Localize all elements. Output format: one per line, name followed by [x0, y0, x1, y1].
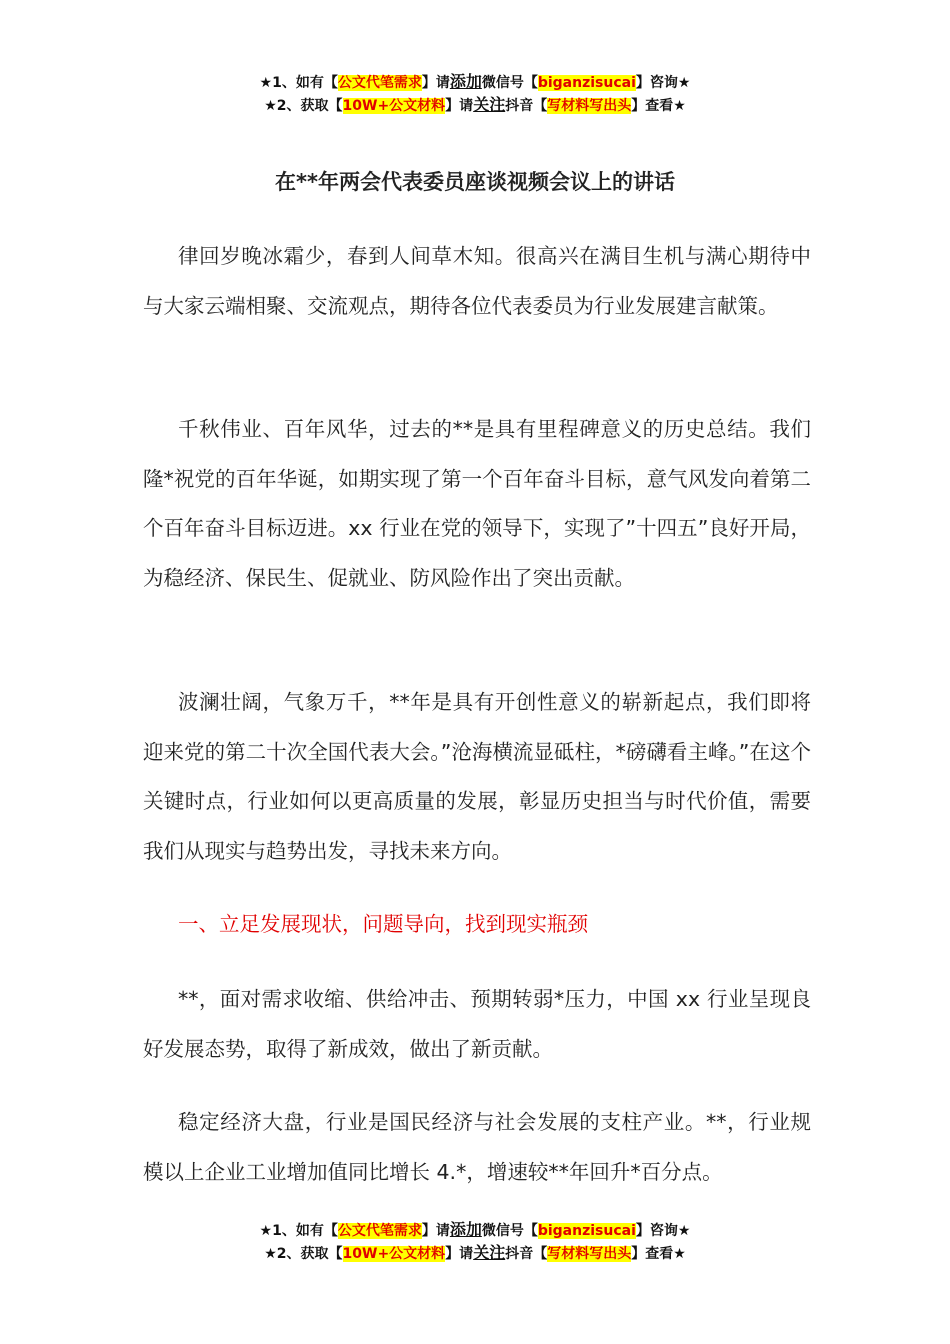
banner-text: ★1、如有【	[259, 1223, 338, 1239]
banner-text: 微信号【	[481, 75, 538, 91]
banner-text: 】咨询★	[635, 1223, 691, 1239]
banner-highlight: 写材料写出头	[547, 98, 632, 114]
banner-line-1	[0, 1218, 950, 1241]
banner-text: 】请	[445, 98, 474, 114]
banner-highlight: 公文代笔需求	[337, 1223, 422, 1239]
banner-emphasis: 关注	[473, 1243, 506, 1262]
banner-text: 微信号【	[481, 1223, 538, 1239]
banner-text: 】咨询★	[635, 75, 691, 91]
banner-highlight: biganzisucai	[537, 1223, 636, 1239]
banner-text: 抖音【	[505, 98, 548, 114]
banner-text: 】查看★	[631, 1246, 686, 1262]
banner-emphasis: 关注	[473, 95, 506, 114]
banner-line-2	[0, 93, 950, 116]
banner-text: 抖音【	[505, 1246, 548, 1262]
banner-emphasis: 添加	[449, 72, 482, 91]
banner-highlight: 10W+公文材料	[342, 1246, 446, 1262]
paragraph-3: 波澜壮阔，气象万千，**年是具有开创性意义的崭新起点，我们即将迎来党的第二十次全国代表大会。”沧海横流显砥柱，*磅礴看主峰。”在这个关键时点，行业如何以更高质量的发展，彰显历史担当与时代价值，需要我们从现实与趋势出发，寻找未来方向。	[143, 690, 811, 863]
section-heading: 一、立足发展现状，问题导向，找到现实瓶颈	[178, 912, 588, 936]
banner-text: ★2、获取【	[264, 1246, 343, 1262]
banner-emphasis: 添加	[449, 1220, 482, 1239]
banner-text: 】请	[421, 1223, 450, 1239]
banner-highlight: biganzisucai	[537, 75, 636, 91]
paragraph-4: **，面对需求收缩、供给冲击、预期转弱*压力，中国 xx 行业呈现良好发展态势，取得了新成效，做出了新贡献。	[143, 987, 811, 1061]
top-banner	[0, 70, 950, 116]
banner-text: ★2、获取【	[264, 98, 343, 114]
banner-line-1	[0, 70, 950, 93]
banner-text: 】请	[421, 75, 450, 91]
banner-highlight: 10W+公文材料	[342, 98, 446, 114]
banner-text: 】请	[445, 1246, 474, 1262]
paragraph-2: 千秋伟业、百年风华，过去的**是具有里程碑意义的历史总结。我们隆*祝党的百年华诞，如期实现了第一个百年奋斗目标，意气风发向着第二个百年奋斗目标迈进。xx 行业在党的领导下，实现了”十四五”良好开局，为稳经济、保民生、促就业、防风险作出了突出贡献。	[143, 417, 811, 590]
banner-line-2	[0, 1241, 950, 1264]
paragraph-5: 稳定经济大盘，行业是国民经济与社会发展的支柱产业。**，行业规模以上企业工业增加值同比增长 4.*，增速较**年回升*百分点。	[143, 1110, 811, 1184]
document-title: 在**年两会代表委员座谈视频会议上的讲话	[275, 170, 675, 194]
banner-text: ★1、如有【	[259, 75, 338, 91]
banner-text: 】查看★	[631, 98, 686, 114]
paragraph-1: 律回岁晚冰霜少，春到人间草木知。很高兴在满目生机与满心期待中与大家云端相聚、交流观点，期待各位代表委员为行业发展建言献策。	[143, 244, 811, 318]
bottom-banner	[0, 1218, 950, 1264]
banner-highlight: 公文代笔需求	[337, 75, 422, 91]
banner-highlight: 写材料写出头	[547, 1246, 632, 1262]
